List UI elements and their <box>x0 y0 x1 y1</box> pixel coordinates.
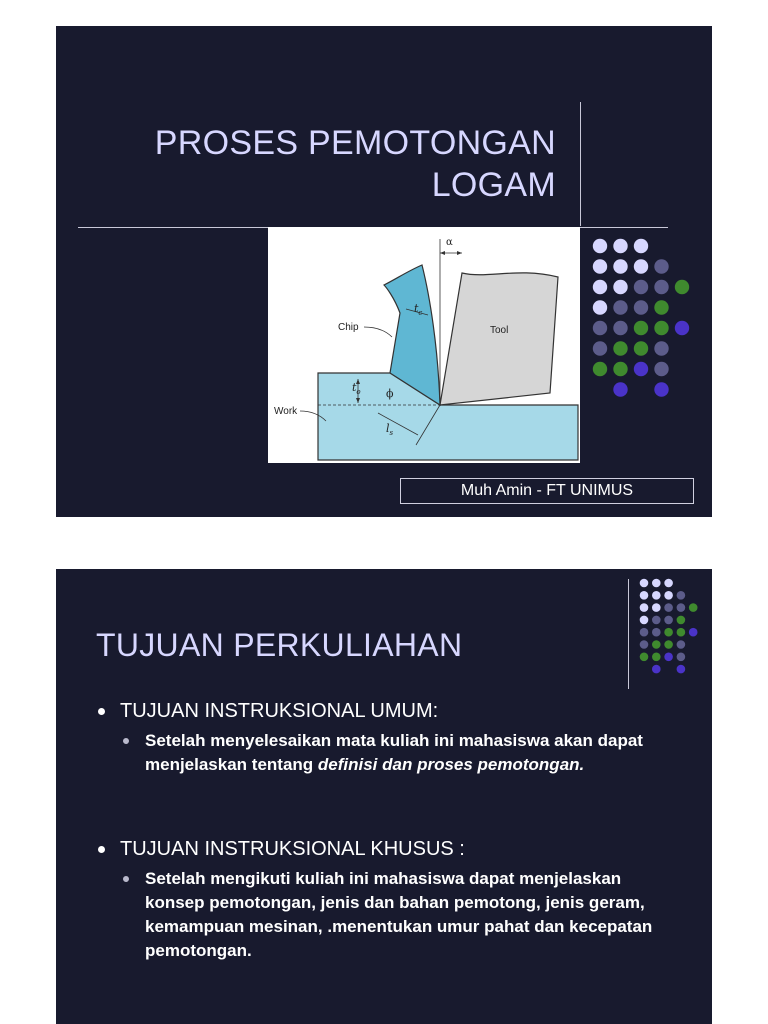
decorative-dot <box>677 665 686 674</box>
label-work: Work <box>274 406 298 417</box>
decorative-dot <box>640 579 649 588</box>
objective-text: Setelah menyelesaikan mata kuliah ini mahasiswa akan dapat menjelaskan tentang definisi dan proses pemotongan. <box>121 729 665 777</box>
decorative-dot <box>675 321 689 335</box>
objective-section-specific <box>96 837 665 963</box>
decorative-dot <box>640 653 649 662</box>
decorative-dot <box>677 653 686 662</box>
slide-heading: TUJUAN PERKULIAHAN <box>96 627 463 663</box>
decorative-dot <box>634 300 648 314</box>
decorative-dot <box>652 628 661 637</box>
chip-callout <box>364 327 392 337</box>
divider-vertical <box>628 579 629 689</box>
title-line-2: LOGAM <box>431 166 556 204</box>
label-to: $t_o$ <box>352 381 361 396</box>
decorative-dots-large <box>590 236 700 406</box>
decorative-dot <box>634 362 648 376</box>
decorative-dot <box>613 382 627 396</box>
label-tool: Tool <box>490 325 509 336</box>
decorative-dot <box>613 362 627 376</box>
decorative-dot <box>664 616 673 625</box>
objective-heading: TUJUAN INSTRUKSIONAL KHUSUS : <box>96 837 665 861</box>
decorative-dot <box>634 259 648 273</box>
decorative-dot <box>689 603 698 612</box>
slide-title-heading <box>155 122 556 206</box>
decorative-dot <box>640 640 649 649</box>
cutting-diagram <box>268 227 580 463</box>
decorative-dot <box>634 321 648 335</box>
objective-heading: TUJUAN INSTRUKSIONAL UMUM: <box>96 699 665 723</box>
decorative-dot <box>664 628 673 637</box>
decorative-dot <box>593 280 607 294</box>
decorative-dot <box>664 579 673 588</box>
decorative-dot <box>652 653 661 662</box>
label-phi: ϕ <box>386 387 394 400</box>
decorative-dot <box>593 300 607 314</box>
decorative-dot <box>613 341 627 355</box>
objective-text: Setelah mengikuti kuliah ini mahasiswa dapat menjelaskan konsep pemotongan, jenis dan bahan pemotong, jenis geram, kemampuan mesinan, .menentukan umur pahat dan kecepatan pemotongan. <box>121 867 665 963</box>
decorative-dot <box>613 280 627 294</box>
title-line-1: PROSES PEMOTONGAN <box>154 124 556 162</box>
decorative-dot <box>654 280 668 294</box>
decorative-dot <box>677 616 686 625</box>
decorative-dot <box>593 341 607 355</box>
decorative-dot <box>593 239 607 253</box>
decorative-dot <box>613 300 627 314</box>
decorative-dot <box>654 259 668 273</box>
decorative-dot <box>652 616 661 625</box>
decorative-dot <box>613 259 627 273</box>
slide-title <box>56 26 712 517</box>
decorative-dot <box>652 640 661 649</box>
label-alpha: α <box>446 237 453 248</box>
decorative-dot <box>640 591 649 600</box>
orthogonal-cutting-svg <box>268 227 580 463</box>
decorative-dot <box>664 591 673 600</box>
decorative-dot <box>664 603 673 612</box>
decorative-dot <box>677 628 686 637</box>
decorative-dot <box>593 362 607 376</box>
decorative-dot <box>640 616 649 625</box>
decorative-dot <box>689 628 698 637</box>
decorative-dot <box>613 239 627 253</box>
decorative-dots-small <box>638 577 708 677</box>
decorative-dot <box>654 300 668 314</box>
label-chip: Chip <box>338 322 359 333</box>
decorative-dot <box>654 382 668 396</box>
tool <box>440 273 558 405</box>
decorative-dot <box>652 665 661 674</box>
decorative-dot <box>677 603 686 612</box>
decorative-dot <box>654 362 668 376</box>
label-tc: $t_c$ <box>414 302 423 317</box>
decorative-dot <box>652 603 661 612</box>
decorative-dot <box>593 259 607 273</box>
divider-vertical <box>580 102 581 226</box>
decorative-dot <box>634 239 648 253</box>
decorative-dot <box>652 579 661 588</box>
slide-objectives <box>56 569 712 1024</box>
decorative-dot <box>654 321 668 335</box>
decorative-dot <box>634 280 648 294</box>
decorative-dot <box>675 280 689 294</box>
decorative-dot <box>640 628 649 637</box>
decorative-dot <box>677 640 686 649</box>
decorative-dot <box>654 341 668 355</box>
decorative-dot <box>593 321 607 335</box>
decorative-dot <box>640 603 649 612</box>
decorative-dot <box>664 640 673 649</box>
arrow-head <box>440 251 445 255</box>
decorative-dot <box>634 341 648 355</box>
decorative-dot <box>652 591 661 600</box>
author-label: Muh Amin - FT UNIMUS <box>400 478 694 504</box>
label-ls: $l_s$ <box>386 422 394 437</box>
arrow-head <box>457 251 462 255</box>
decorative-dot <box>664 653 673 662</box>
objective-section-general <box>96 699 665 777</box>
decorative-dot <box>677 591 686 600</box>
decorative-dot <box>613 321 627 335</box>
